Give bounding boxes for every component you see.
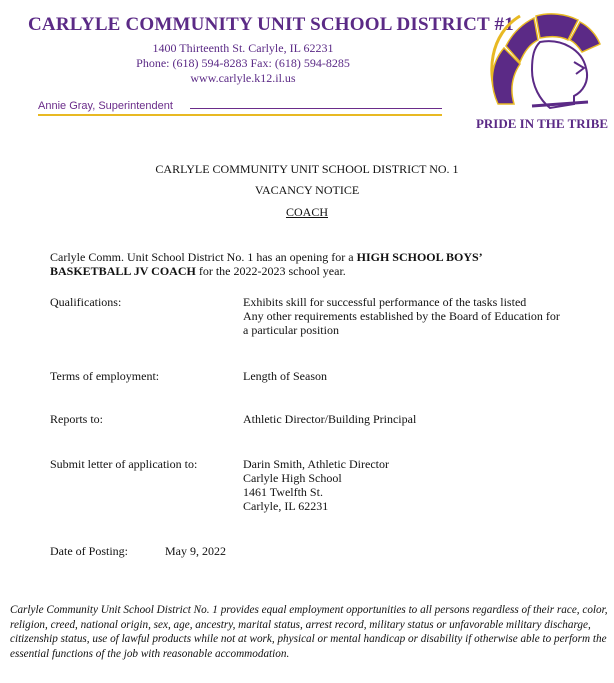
qualification-item: Any other requirements established by the Board of Education for [243, 309, 560, 323]
district-name: CARLYLE COMMUNITY UNIT SCHOOL DISTRICT #1 [28, 14, 514, 35]
notice-title: VACANCY NOTICE [254, 183, 360, 197]
intro-suffix: for the 2022-2023 school year. [195, 264, 346, 278]
submit-line: Carlyle High School [243, 471, 342, 485]
qualifications-label: Qualifications: [50, 295, 122, 309]
submit-line: Darin Smith, Athletic Director [243, 457, 389, 471]
notice-position-wrapper [0, 205, 614, 220]
district-address: 1400 Thirteenth St. Carlyle, IL 62231 [152, 41, 334, 55]
qualification-item: Exhibits skill for successful performance of the tasks listed [243, 295, 527, 309]
submit-line: Carlyle, IL 62231 [243, 499, 329, 513]
intro-bold-2: BASKETBALL JV COACH [50, 264, 196, 278]
superintendent-rule [190, 108, 442, 109]
district-website: www.carlyle.k12.il.us [190, 71, 296, 85]
intro-line-1 [50, 250, 483, 264]
notice-position: COACH [285, 205, 328, 219]
qualification-item: a particular position [243, 323, 339, 337]
district-phone-fax: Phone: (618) 594-8283 Fax: (618) 594-8285 [136, 56, 350, 70]
logo-text: PRIDE IN THE TRIBE [475, 116, 609, 131]
posting-label: Date of Posting: [50, 544, 128, 558]
intro-bold-1: HIGH SCHOOL BOYS’ [356, 250, 483, 264]
terms-value: Length of Season [243, 369, 327, 383]
intro-line-2 [50, 264, 346, 278]
posting-value: May 9, 2022 [165, 544, 226, 558]
terms-label: Terms of employment: [50, 369, 160, 383]
eeo-statement: Carlyle Community Unit School District No. 1 provides equal employment opportunities to all persons regardless of their race, color, religion, creed, national origin, sex, age, ancestry, marital status, arrest record, military status or unfavorable military discharge, citizenship status, use of lawful products while not at work, physical or mental handicap or disability if otherwise able to perform the essential functions of the job with reasonable accommodation. [10, 604, 608, 660]
reports-label: Reports to: [50, 412, 103, 426]
submit-line: 1461 Twelfth St. [243, 485, 323, 499]
pride-in-the-tribe-logo [470, 4, 610, 136]
intro-prefix: Carlyle Comm. Unit School District No. 1 has an opening for a [50, 250, 357, 264]
submit-label: Submit letter of application to: [50, 457, 198, 471]
reports-value: Athletic Director/Building Principal [243, 412, 417, 426]
notice-heading: CARLYLE COMMUNITY UNIT SCHOOL DISTRICT NO. 1 [155, 162, 459, 176]
header-gold-rule [38, 114, 442, 116]
superintendent-name: Annie Gray, Superintendent [38, 100, 173, 112]
